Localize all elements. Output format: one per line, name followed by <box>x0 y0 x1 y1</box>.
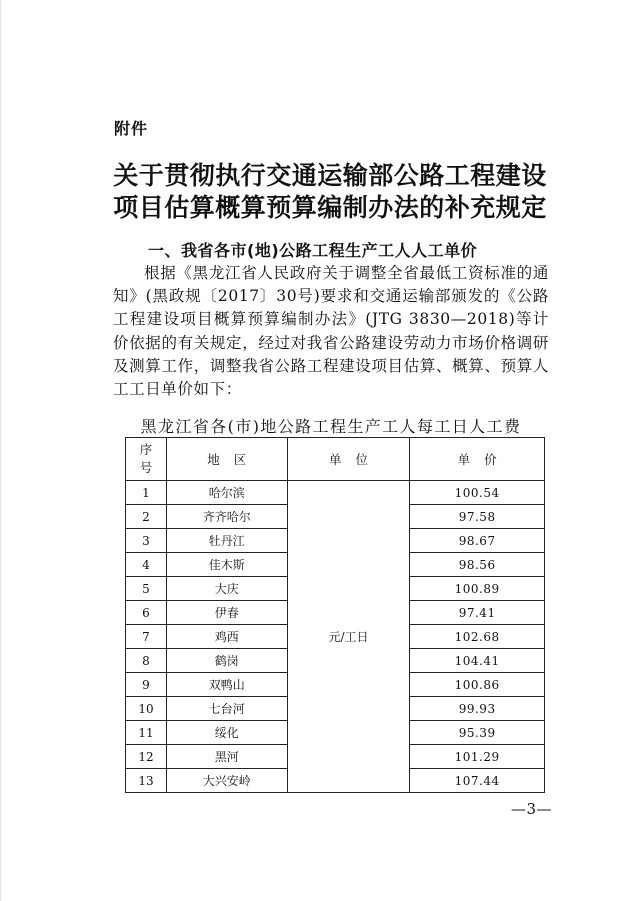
row-region: 哈尔滨 <box>166 481 287 505</box>
row-number: 5 <box>126 577 167 601</box>
attachment-label: 附件 <box>114 119 149 138</box>
row-price: 98.67 <box>410 529 545 553</box>
row-number: 13 <box>126 769 167 793</box>
document-title <box>112 160 548 224</box>
row-price: 95.39 <box>410 721 545 745</box>
row-price: 97.41 <box>410 601 545 625</box>
header-no-line1: 序 <box>139 442 153 457</box>
header-region <box>166 438 287 481</box>
section-heading: 一、我省各市(地)公路工程生产工人人工单价 <box>148 241 478 260</box>
table-caption: 黑龙江省各(市)地公路工程生产工人每工日人工费 <box>140 417 522 436</box>
row-region: 牡丹江 <box>166 529 287 553</box>
row-region: 大庆 <box>166 577 287 601</box>
title-line-1: 关于贯彻执行交通运输部公路工程建设 <box>113 161 547 190</box>
row-region: 鸡西 <box>166 625 287 649</box>
table-header-row <box>126 438 545 481</box>
body-paragraph: 根据《黑龙江省人民政府关于调整全省最低工资标准的通知》(黑政规〔2017〕30号)要求和交通运输部颁发的《公路工程建设项目概算预算编制办法》(JTG 3830—2018)等计价依据的有关规定，经过对我省公路建设劳动力市场价格调研及测算工作，调整我省公路工程建设项目估算、概算、预算人工工日单价如下： <box>113 264 549 399</box>
row-price: 107.44 <box>410 769 545 793</box>
header-unit-label: 单位 <box>328 452 382 467</box>
row-region: 双鸭山 <box>166 673 287 697</box>
row-price: 97.58 <box>410 505 545 529</box>
row-region: 黑河 <box>166 745 287 769</box>
row-number: 7 <box>126 625 167 649</box>
title-line-2: 项目估算概算预算编制办法的补充规定 <box>113 193 547 222</box>
header-price-label: 单价 <box>457 452 511 467</box>
header-price <box>410 438 545 481</box>
unit-cell: 元/工日 <box>287 481 410 793</box>
row-number: 11 <box>126 721 167 745</box>
header-no <box>126 438 167 481</box>
row-number: 1 <box>126 481 167 505</box>
row-price: 100.86 <box>410 673 545 697</box>
row-number: 3 <box>126 529 167 553</box>
header-no-line2: 号 <box>139 460 153 475</box>
row-region: 齐齐哈尔 <box>166 505 287 529</box>
table-row <box>126 481 545 505</box>
row-number: 9 <box>126 673 167 697</box>
row-price: 102.68 <box>410 625 545 649</box>
row-number: 8 <box>126 649 167 673</box>
row-number: 4 <box>126 553 167 577</box>
row-price: 104.41 <box>410 649 545 673</box>
page-number: —3— <box>511 800 553 818</box>
row-price: 100.54 <box>410 481 545 505</box>
row-price: 101.29 <box>410 745 545 769</box>
row-price: 99.93 <box>410 697 545 721</box>
row-price: 100.89 <box>410 577 545 601</box>
row-region: 佳木斯 <box>166 553 287 577</box>
header-unit <box>287 438 410 481</box>
row-region: 绥化 <box>166 721 287 745</box>
row-region: 鹤岗 <box>166 649 287 673</box>
row-number: 6 <box>126 601 167 625</box>
row-number: 12 <box>126 745 167 769</box>
row-region: 七台河 <box>166 697 287 721</box>
row-region: 大兴安岭 <box>166 769 287 793</box>
table-body <box>126 481 545 793</box>
row-price: 98.56 <box>410 553 545 577</box>
labor-fee-table <box>125 437 545 793</box>
row-number: 10 <box>126 697 167 721</box>
row-number: 2 <box>126 505 167 529</box>
row-region: 伊春 <box>166 601 287 625</box>
header-region-label: 地区 <box>207 452 261 467</box>
